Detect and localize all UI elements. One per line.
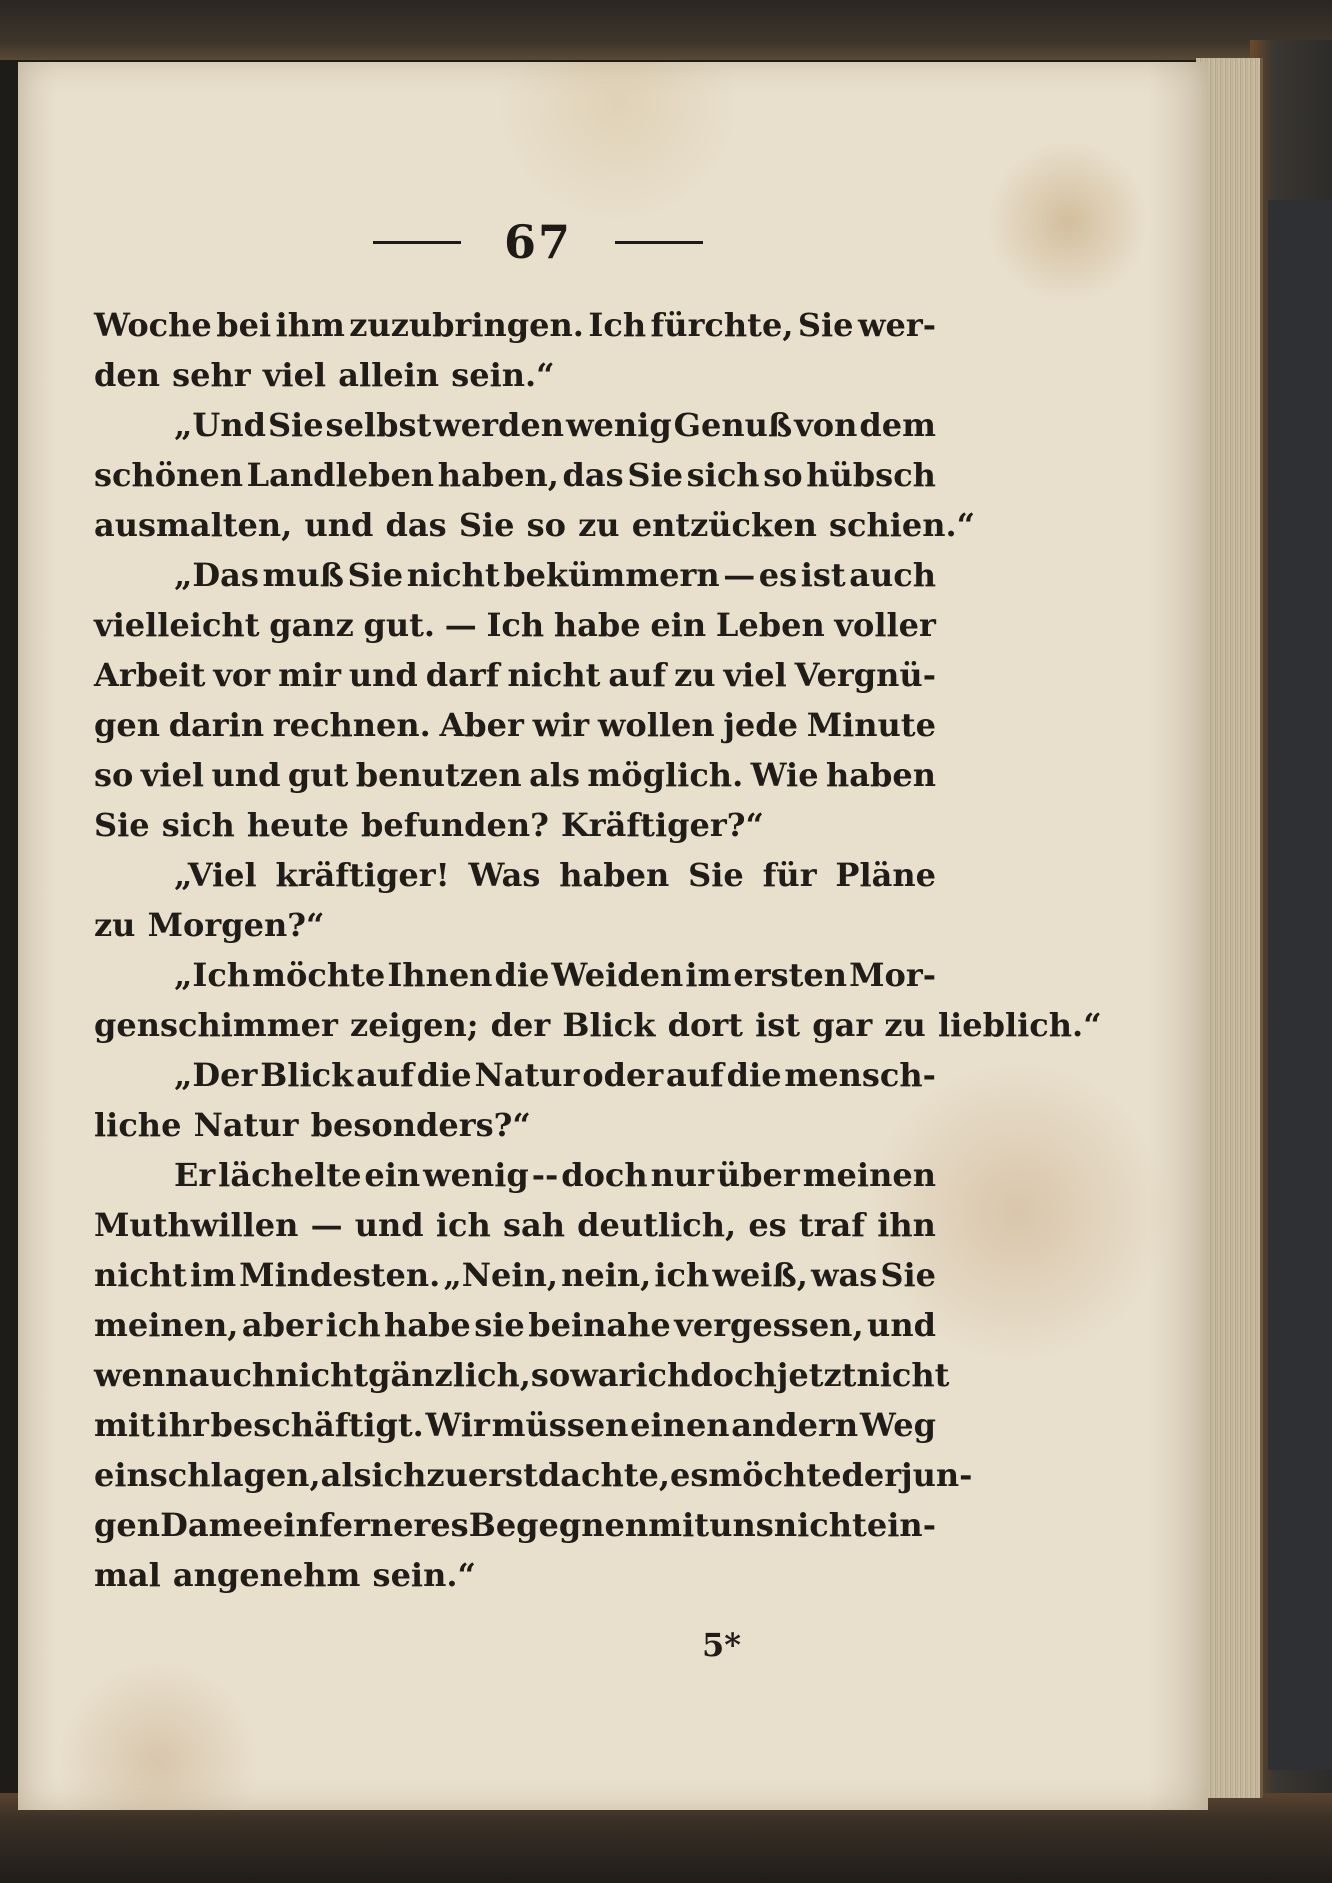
page-body-text — [94, 300, 1102, 1600]
text-word: und — [354, 1206, 424, 1244]
text-word: liche — [94, 1106, 182, 1144]
text-line — [94, 300, 936, 350]
text-word: so — [763, 456, 803, 494]
text-word: so — [530, 1356, 571, 1394]
text-word: „Nein, — [443, 1256, 558, 1294]
text-word: dem — [859, 406, 936, 444]
text-line — [94, 1200, 936, 1250]
text-word: nicht — [275, 1356, 369, 1394]
text-line — [94, 600, 936, 650]
text-word: ein — [262, 1506, 319, 1544]
text-word: mit — [94, 1406, 155, 1444]
text-word: zuerst — [426, 1456, 538, 1494]
text-line — [94, 750, 936, 800]
text-word: Was — [468, 856, 541, 894]
text-word: Weg — [859, 1406, 936, 1444]
text-word: Kräftiger?“ — [560, 806, 764, 844]
text-word: benutzen — [355, 756, 522, 794]
text-word: Sie — [458, 506, 515, 544]
text-line — [94, 550, 936, 600]
text-word: ist — [755, 1006, 801, 1044]
text-word: auch — [849, 556, 936, 594]
text-word: viel — [140, 756, 205, 794]
text-word: lieblich.“ — [937, 1006, 1102, 1044]
text-word: — — [444, 606, 477, 644]
text-word: ersten — [733, 956, 848, 994]
text-word: beschäftigt. — [210, 1406, 424, 1444]
text-word: zu — [674, 656, 716, 694]
text-word: sein.“ — [372, 1556, 476, 1594]
text-word: — — [310, 1206, 343, 1244]
text-word: muß — [262, 556, 344, 594]
text-word: Genuß — [673, 406, 793, 444]
text-word: oder — [582, 1056, 664, 1094]
text-word: ich — [325, 1306, 381, 1344]
signature-mark: 5* — [702, 1626, 741, 1664]
text-word: als — [320, 1456, 372, 1494]
text-line — [94, 350, 936, 400]
text-word: voller — [834, 606, 936, 644]
text-line — [94, 1150, 936, 1200]
text-word: die — [416, 1056, 472, 1094]
text-word: Blick — [260, 1056, 354, 1094]
text-word: Weiden — [551, 956, 684, 994]
page-number: 67 — [503, 215, 572, 269]
header-rule-right — [615, 241, 703, 244]
text-word: Vergnü- — [794, 656, 936, 694]
text-word: nicht — [856, 1356, 950, 1394]
text-word: „Der — [174, 1056, 258, 1094]
text-word: den — [94, 356, 160, 394]
text-word: allein — [338, 356, 440, 394]
text-word: „Das — [174, 556, 259, 594]
text-word: es — [748, 1206, 787, 1244]
text-word: meinen — [802, 1156, 936, 1194]
text-word: schien.“ — [828, 506, 976, 544]
text-word: so — [526, 506, 566, 544]
text-word: müssen — [491, 1406, 629, 1444]
text-word: viel — [723, 656, 787, 694]
text-word: Mindesten. — [239, 1256, 441, 1294]
text-word: bei — [216, 306, 272, 344]
text-word: wir — [532, 706, 590, 744]
text-word: von — [794, 406, 858, 444]
text-word: Natur — [193, 1106, 299, 1144]
text-word: kräftiger! — [275, 856, 450, 894]
text-word: Morgen?“ — [147, 906, 325, 944]
text-line — [94, 500, 976, 550]
text-word: zeigen; — [350, 1006, 479, 1044]
text-word: möchte — [708, 1456, 842, 1494]
text-word: Wir — [425, 1406, 490, 1444]
text-line — [94, 1400, 936, 1450]
text-word: angenehm — [172, 1556, 361, 1594]
text-line — [94, 900, 936, 950]
text-word: Mor- — [849, 956, 936, 994]
text-word: und — [348, 656, 418, 694]
text-word: andern — [731, 1406, 859, 1444]
text-word: — — [723, 556, 756, 594]
text-word: beinahe — [528, 1306, 671, 1344]
text-word: heute — [246, 806, 349, 844]
text-word: genschimmer — [94, 1006, 338, 1044]
text-word: ein- — [866, 1506, 936, 1544]
text-word: meinen, — [94, 1306, 239, 1344]
text-word: aber — [241, 1306, 323, 1344]
text-word: Sie — [797, 306, 854, 344]
text-word: Ich — [588, 306, 647, 344]
text-word: ich — [635, 1356, 691, 1394]
text-word: ihr — [156, 1406, 209, 1444]
text-word: weiß, — [712, 1256, 808, 1294]
text-word: haben, — [437, 456, 559, 494]
text-line — [94, 1050, 936, 1100]
text-line — [94, 1450, 973, 1500]
text-word: Ich — [486, 606, 545, 644]
text-word: uns — [709, 1506, 774, 1544]
text-word: viel — [262, 356, 327, 394]
text-word: im — [685, 956, 732, 994]
text-word: ich — [654, 1256, 710, 1294]
text-word: vor — [213, 656, 271, 694]
text-word: Begegnen — [468, 1506, 649, 1544]
text-word: auch — [188, 1356, 276, 1394]
text-word: Ihnen — [387, 956, 493, 994]
text-word: ganz — [269, 606, 354, 644]
text-word: jun- — [901, 1456, 973, 1494]
text-word: das — [562, 456, 624, 494]
text-word: Arbeit — [94, 656, 206, 694]
text-word: im — [190, 1256, 237, 1294]
text-line — [94, 1350, 950, 1400]
text-word: sich — [161, 806, 235, 844]
text-word: nicht — [773, 1506, 867, 1544]
text-word: ein — [650, 606, 707, 644]
text-line — [94, 1550, 936, 1600]
text-line — [94, 1500, 936, 1550]
text-line — [94, 1300, 936, 1350]
text-word: vielleicht — [94, 606, 260, 644]
text-word: über — [716, 1156, 800, 1194]
text-line — [94, 850, 936, 900]
text-word: darin — [168, 706, 265, 744]
text-word: Woche — [94, 306, 212, 344]
book-cover-top-edge — [0, 0, 1332, 60]
text-word: gen — [94, 1506, 160, 1544]
text-word: jede — [723, 706, 798, 744]
text-word: fürchte, — [650, 306, 794, 344]
text-word: befunden? — [361, 806, 549, 844]
text-word: Aber — [439, 706, 524, 744]
text-word: jetzt — [776, 1356, 857, 1394]
text-word: wenig — [423, 1156, 529, 1194]
text-word: doch — [690, 1356, 777, 1394]
text-word: Sie — [94, 806, 150, 844]
text-word: wenig — [565, 406, 672, 444]
text-word: möchte — [252, 956, 386, 994]
text-word: mir — [278, 656, 341, 694]
text-word: nur — [650, 1156, 714, 1194]
text-word: als — [529, 756, 580, 794]
text-word: darf — [425, 656, 500, 694]
text-word: habe — [553, 606, 641, 644]
text-word: Sie — [627, 456, 683, 494]
text-word: wer- — [857, 306, 936, 344]
text-word: traf — [798, 1206, 866, 1244]
text-word: „Ich — [174, 956, 251, 994]
text-line — [94, 700, 936, 750]
text-word: sich — [686, 456, 760, 494]
text-word: ihm — [275, 306, 345, 344]
text-line — [94, 1250, 936, 1300]
text-word: -- — [531, 1156, 559, 1194]
header-rule-left — [373, 241, 461, 244]
text-word: haben — [826, 756, 936, 794]
page-header — [373, 202, 703, 282]
text-line — [94, 650, 936, 700]
book-cover-cloth — [1268, 200, 1332, 1770]
text-word: Pläne — [835, 856, 936, 894]
text-word: es — [669, 1456, 709, 1494]
text-word: werden — [433, 406, 564, 444]
text-word: sein.“ — [451, 356, 555, 394]
text-word: mal — [94, 1556, 161, 1594]
text-word: wenn — [94, 1356, 189, 1394]
text-word: gar — [812, 1006, 873, 1044]
text-word: deutlich, — [577, 1206, 737, 1244]
text-line — [94, 800, 936, 850]
text-line — [94, 1100, 936, 1150]
text-word: nicht — [406, 556, 500, 594]
text-word: und — [211, 756, 281, 794]
text-word: Muthwillen — [94, 1206, 299, 1244]
text-word: gut — [287, 756, 349, 794]
text-word: hübsch — [806, 456, 936, 494]
text-word: Sie — [347, 556, 404, 594]
text-word: Landleben — [246, 456, 435, 494]
text-word: Dame — [160, 1506, 263, 1544]
text-word: möglich. — [587, 756, 744, 794]
text-word: mit — [648, 1506, 710, 1544]
text-word: besonders?“ — [310, 1106, 531, 1144]
text-word: auf — [666, 1056, 724, 1094]
text-word: auf — [608, 656, 667, 694]
text-word: zuzubringen. — [349, 306, 584, 344]
text-word: so — [94, 756, 134, 794]
text-word: der — [841, 1456, 902, 1494]
text-word: zu — [94, 906, 136, 944]
text-word: gänzlich, — [368, 1356, 531, 1394]
text-line — [94, 950, 936, 1000]
text-line — [94, 450, 936, 500]
text-word: rechnen. — [272, 706, 431, 744]
text-word: und — [304, 506, 374, 544]
text-word: zu — [884, 1006, 926, 1044]
text-word: einen — [630, 1406, 730, 1444]
text-word: ausmalten, — [94, 506, 293, 544]
text-word: ferneres — [318, 1506, 469, 1544]
text-word: Sie — [267, 406, 324, 444]
text-word: Leben — [715, 606, 825, 644]
text-word: haben — [559, 856, 670, 894]
text-word: Sie — [688, 856, 744, 894]
text-word: ist — [800, 556, 846, 594]
text-word: die — [726, 1056, 782, 1094]
text-word: und — [867, 1306, 936, 1344]
text-word: gut. — [363, 606, 436, 644]
text-word: die — [494, 956, 550, 994]
text-word: lächelte — [218, 1156, 362, 1194]
text-word: mensch- — [784, 1056, 936, 1094]
text-word: doch — [561, 1156, 648, 1194]
text-word: schönen — [94, 456, 243, 494]
text-word: dachte, — [537, 1456, 670, 1494]
text-word: zu — [578, 506, 620, 544]
text-word: nein, — [561, 1256, 652, 1294]
text-line — [94, 400, 936, 450]
text-word: ich — [371, 1456, 427, 1494]
text-word: „Viel — [174, 856, 257, 894]
text-word: Minute — [806, 706, 936, 744]
text-word: ein — [364, 1156, 421, 1194]
text-word: entzücken — [631, 506, 817, 544]
text-line — [94, 1000, 1102, 1050]
text-word: es — [758, 556, 798, 594]
text-word: habe — [384, 1306, 471, 1344]
text-word: Natur — [474, 1056, 580, 1094]
text-word: ihn — [877, 1206, 936, 1244]
text-word: selbst — [325, 406, 432, 444]
text-word: war — [570, 1356, 636, 1394]
text-word: gen — [94, 706, 160, 744]
text-word: was — [810, 1256, 878, 1294]
text-word: bekümmern — [503, 556, 720, 594]
text-word: einschlagen, — [94, 1456, 321, 1494]
text-word: „Und — [174, 406, 266, 444]
text-word: auf — [356, 1056, 414, 1094]
text-word: nicht — [94, 1256, 187, 1294]
text-word: vergessen, — [674, 1306, 864, 1344]
text-word: nicht — [507, 656, 601, 694]
text-word: sah — [502, 1206, 565, 1244]
text-word: der — [490, 1006, 551, 1044]
text-word: Er — [174, 1156, 216, 1194]
text-word: sehr — [172, 356, 251, 394]
text-word: dort — [667, 1006, 743, 1044]
text-word: für — [762, 856, 817, 894]
text-word: Sie — [880, 1256, 936, 1294]
text-word: Blick — [562, 1006, 656, 1044]
text-word: sie — [474, 1306, 525, 1344]
text-word: Wie — [750, 756, 819, 794]
text-word: ich — [435, 1206, 491, 1244]
text-word: das — [385, 506, 447, 544]
text-word: wollen — [597, 706, 715, 744]
